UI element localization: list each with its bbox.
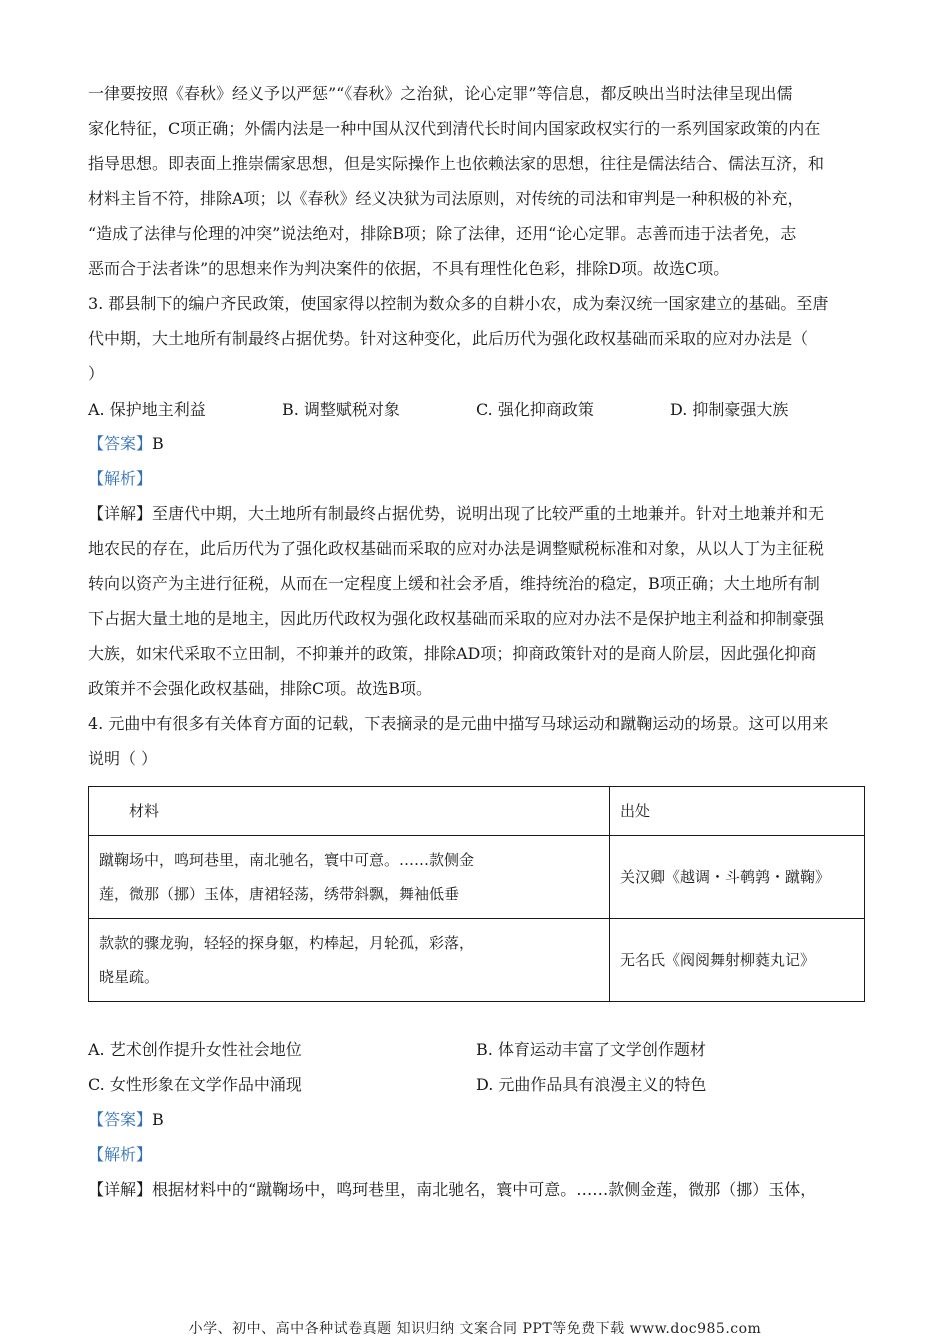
text-line: 一律要按照《春秋》经义予以严惩”“《春秋》之治狱，论心定罪”等信息，都反映出当时法律呈现出儒 [88, 84, 793, 103]
answer-tag: 【答案】 [88, 434, 153, 453]
question-stem-line: 4. 元曲中有很多有关体育方面的记载，下表摘录的是元曲中描写马球运动和蹴鞠运动的场景。这可以用来 [88, 714, 829, 733]
cell-line: 蹴鞠场中，鸣珂巷里，南北驰名，寰中可意。……款侧金 [99, 851, 475, 869]
material-table [88, 786, 865, 1002]
table-cell-source: 关汉卿《越调・斗鹌鹑・蹴鞠》 [610, 836, 865, 919]
detail-line [88, 1172, 864, 1207]
question-stem-line: ） [88, 364, 105, 383]
option-c: C. 强化抑商政策 [476, 400, 594, 419]
previous-explanation [88, 76, 864, 286]
answer-value: B [152, 1110, 164, 1129]
options-grid [88, 1032, 864, 1102]
option-c: C. 女性形象在文学作品中涌现 [88, 1075, 302, 1094]
question-stem-line: 3. 郡县制下的编户齐民政策，使国家得以控制为数众多的自耕小农，成为秦汉统一国家建立的基础。至唐 [88, 294, 829, 313]
question-stem-line: 代中期，大土地所有制最终占据优势。针对这种变化，此后历代为强化政权基础而采取的应对办法是（ [88, 329, 809, 348]
detail-line: 下占据大量土地的是地主，因此历代政权为强化政权基础而采取的应对办法不是保护地主利益和抑制豪强 [88, 609, 825, 628]
detail-tag: 【详解】 [88, 504, 153, 523]
answer-tag: 【答案】 [88, 1110, 153, 1129]
document-page [88, 76, 864, 1207]
detail-text: 至唐代中期，大土地所有制最终占据优势，说明出现了比较严重的土地兼并。针对土地兼并和无 [152, 504, 825, 523]
page-footer: 小学、初中、高中各种试卷真题 知识归纳 文案合同 PPT等免费下载 www.doc985.com [188, 1321, 762, 1337]
text-line: 材料主旨不符，排除A项；以《春秋》经义决狱为司法原则，对传统的司法和审判是一种积极的补充， [88, 189, 804, 208]
option-d: D. 抑制豪强大族 [670, 400, 789, 419]
detail-line: 大族，如宋代采取不立田制，不抑兼并的政策，排除AD项；抑商政策针对的是商人阶层，因此强化抑商 [88, 644, 817, 663]
text-line: 指导思想。即表面上推崇儒家思想，但是实际操作上也依赖法家的思想，往往是儒法结合、儒法互济，和 [88, 154, 825, 173]
analysis-line [88, 461, 864, 496]
cell-line: 款款的骤龙驹，轻轻的探身躯，杓棒起，月轮孤，彩落， [99, 934, 475, 952]
analysis-tag: 【解析】 [88, 469, 153, 488]
detail-text: 根据材料中的“蹴鞠场中，鸣珂巷里，南北驰名，寰中可意。……款侧金莲，微那（挪）玉体， [152, 1180, 817, 1199]
option-d: D. 元曲作品具有浪漫主义的特色 [476, 1075, 707, 1094]
detail-tag: 【详解】 [88, 1180, 153, 1199]
option-a: A. 艺术创作提升女性社会地位 [88, 1040, 302, 1059]
options-row [88, 391, 864, 426]
detail-line: 政策并不会强化政权基础，排除C项。故选B项。 [88, 679, 433, 698]
question-3 [88, 286, 864, 706]
table-row [89, 836, 865, 919]
analysis-line [88, 1137, 864, 1172]
detail-line: 地农民的存在，此后历代为了强化政权基础而采取的应对办法是调整赋税标准和对象，从以人丁为主征税 [88, 539, 825, 558]
option-a: A. 保护地主利益 [88, 400, 206, 419]
question-4 [88, 706, 864, 1207]
detail-line: 转向以资产为主进行征税，从而在一定程度上缓和社会矛盾，维持统治的稳定，B项正确；大土地所有制 [88, 574, 820, 593]
table-header-row [89, 787, 865, 836]
table-header-material: 材料 [89, 787, 610, 836]
text-line: 家化特征，C项正确；外儒内法是一种中国从汉代到清代长时间内国家政权实行的一系列国家政策的内在 [88, 119, 821, 138]
detail-line [88, 496, 864, 531]
option-b: B. 调整赋税对象 [282, 400, 400, 419]
table-cell-material [89, 836, 610, 919]
table-row [89, 919, 865, 1002]
table-cell-source: 无名氏《阀阅舞射柳蕤丸记》 [610, 919, 865, 1002]
table-header-source: 出处 [610, 787, 865, 836]
text-line: “造成了法律与伦理的冲突”说法绝对，排除B项；除了法律，还用“论心定罪。志善而违于法者免，志 [88, 224, 797, 243]
text-line: 恶而合于法者诛”的思想来作为判决案件的依据，不具有理性化色彩，排除D项。故选C项。 [88, 259, 730, 278]
option-b: B. 体育运动丰富了文学创作题材 [476, 1040, 706, 1059]
table-cell-material [89, 919, 610, 1002]
cell-line: 莲，微那（挪）玉体，唐裙轻荡，绣带斜飘，舞袖低垂 [99, 885, 460, 903]
answer-value: B [152, 434, 164, 453]
analysis-tag: 【解析】 [88, 1145, 153, 1164]
answer-line [88, 1102, 864, 1137]
question-stem-line: 说明（ ） [88, 749, 158, 768]
cell-line: 晓星疏。 [99, 968, 160, 986]
answer-line [88, 426, 864, 461]
